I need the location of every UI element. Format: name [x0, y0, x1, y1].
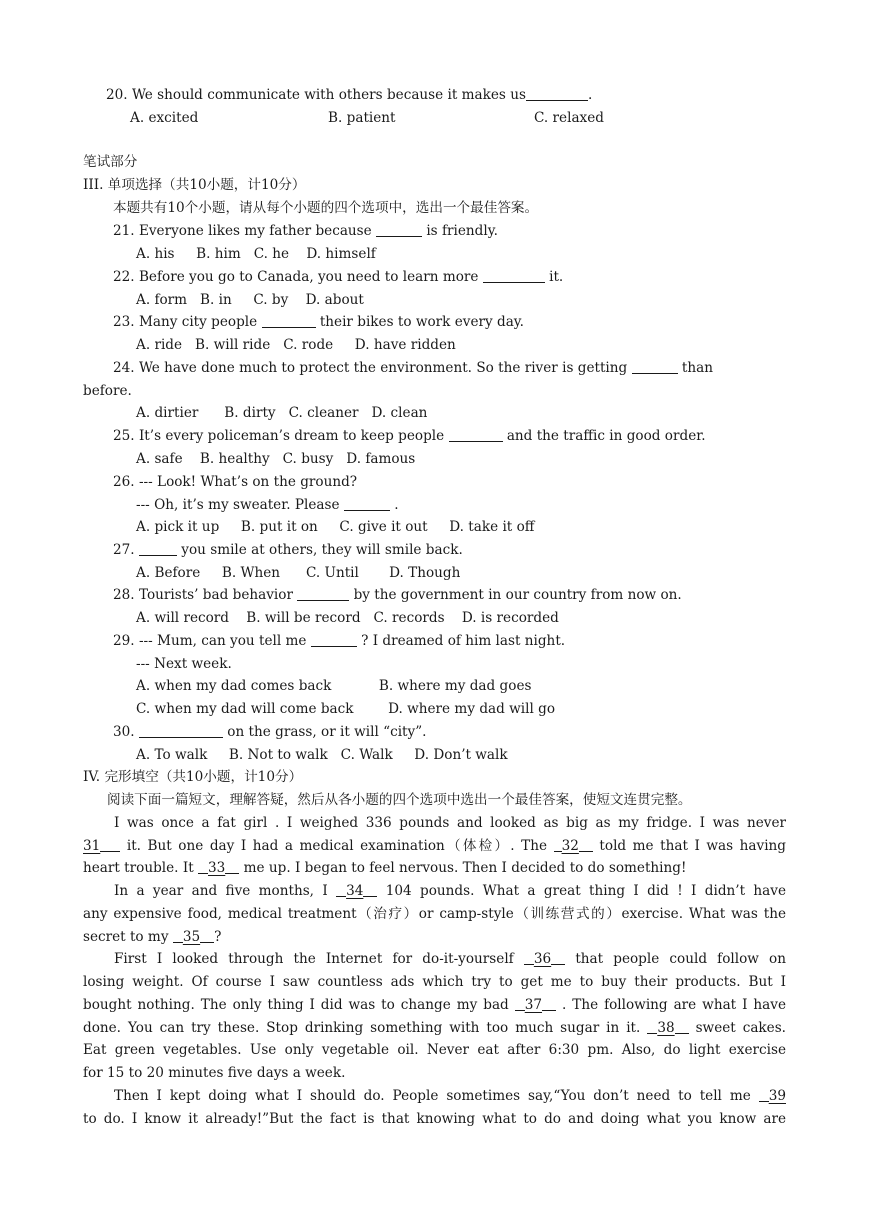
blank-34: 34	[346, 883, 364, 899]
answer-blank	[311, 632, 357, 647]
answer-blank	[551, 950, 565, 965]
question-30-tail: on the grass, or it will “city”.	[222, 724, 427, 740]
passage-text: it. But one day I had a medical examination（体检）. The	[120, 838, 554, 854]
passage-text: that people could follow on	[565, 951, 786, 967]
question-25-tail: and the traffic in good order.	[502, 428, 706, 444]
passage-text: . The following are what I have	[556, 997, 787, 1013]
question-28-tail: by the government in our country from now on.	[349, 587, 682, 603]
passage-text: Then I kept doing what I should do. People sometimes say,“You don’t need to tell me	[114, 1088, 759, 1104]
passage-line-11: Eat green vegetables. Use only vegetable oil. Never eat after 6:30 pm. Also, do light exercise	[83, 1042, 786, 1058]
passage-line-14: to do. I know it already!”But the fact is that knowing what to do and doing what you know are	[83, 1111, 786, 1127]
passage-text: sweet cakes.	[688, 1020, 787, 1036]
answer-blank	[344, 496, 390, 511]
blank-31: 31	[83, 838, 101, 854]
question-29	[113, 632, 565, 650]
question-21-tail: is friendly.	[422, 223, 498, 239]
question-24	[113, 359, 713, 377]
question-27-stem: 27.	[113, 542, 139, 558]
passage-text: told me that I was having	[592, 838, 786, 854]
passage-text: First I looked through the Internet for do-it-yourself	[114, 951, 524, 967]
question-28	[113, 586, 682, 604]
blank-39: 39	[768, 1088, 786, 1104]
question-25-options: A. safe B. healthy C. busy D. famous	[136, 451, 416, 467]
question-23-stem: 23. Many city people	[113, 314, 262, 330]
answer-blank	[542, 996, 556, 1011]
question-20-stem: 20. We should communicate with others because it makes us	[106, 87, 526, 103]
passage-line-1: I was once a fat girl . I weighed 336 pounds and looked as big as my fridge. I was never	[114, 815, 786, 831]
question-20-option-c: C. relaxed	[534, 110, 604, 126]
question-29-options-row-1: A. when my dad comes back B. where my dad goes	[136, 678, 532, 694]
question-26-line-2	[136, 496, 399, 514]
answer-blank	[483, 268, 545, 283]
blank-37: 37	[524, 997, 543, 1013]
passage-line-4	[114, 882, 786, 900]
question-22	[113, 268, 563, 286]
question-24-tail: than	[677, 360, 713, 376]
question-27	[113, 541, 463, 559]
question-25-stem: 25. It’s every policeman’s dream to keep people	[113, 428, 449, 444]
passage-text: me up. I began to feel nervous. Then I decided to do something!	[239, 860, 687, 876]
question-20-tail: .	[587, 87, 593, 103]
question-30-options: A. To walk B. Not to walk C. Walk D. Don’t walk	[136, 747, 508, 763]
answer-blank	[173, 928, 183, 943]
answer-blank	[449, 427, 503, 442]
answer-blank	[363, 882, 377, 897]
answer-blank	[759, 1087, 769, 1102]
passage-line-8: losing weight. Of course I saw countless ads which try to get me to buy their products. But I	[83, 974, 786, 990]
passage-text: ?	[214, 929, 222, 945]
question-29-tail: ? I dreamed of him last night.	[356, 633, 566, 649]
passage-line-9	[83, 996, 786, 1014]
passage-line-13	[114, 1087, 786, 1105]
question-22-stem: 22. Before you go to Canada, you need to learn more	[113, 269, 483, 285]
answer-blank	[200, 928, 214, 943]
question-21	[113, 222, 498, 240]
passage-text: In a year and five months, I	[114, 883, 337, 899]
question-20	[106, 86, 592, 104]
answer-blank	[336, 882, 346, 897]
question-22-tail: it.	[544, 269, 564, 285]
section-4-instruction: 阅读下面一篇短文，理解答疑，然后从各小题的四个选项中选出一个最佳答案，使短文连贯完整。	[107, 792, 692, 808]
question-24-continuation: before.	[83, 383, 132, 399]
question-28-options: A. will record B. will be record C. records D. is recorded	[136, 610, 559, 626]
question-30-stem: 30.	[113, 724, 139, 740]
answer-blank	[225, 859, 239, 874]
passage-text: done. You can try these. Stop drinking something with too much sugar in it.	[83, 1020, 648, 1036]
answer-blank	[262, 313, 316, 328]
question-20-option-b: B. patient	[328, 110, 396, 126]
question-21-stem: 21. Everyone likes my father because	[113, 223, 377, 239]
answer-blank	[139, 541, 177, 556]
answer-blank	[526, 86, 588, 101]
question-24-options: A. dirtier B. dirty C. cleaner D. clean	[136, 405, 428, 421]
passage-line-3	[83, 859, 686, 877]
passage-line-5: any expensive food, medical treatment（治疗）or camp-style（训练营式的）exercise. What was the	[83, 906, 786, 922]
blank-38: 38	[657, 1020, 675, 1036]
section-4-title: IV. 完形填空（共10小题，计10分）	[83, 769, 303, 785]
section-3-instruction: 本题共有10个小题，请从每个小题的四个选项中，选出一个最佳答案。	[113, 200, 539, 216]
answer-blank	[139, 723, 223, 738]
answer-blank	[554, 837, 562, 852]
question-25	[113, 427, 706, 445]
answer-blank	[100, 837, 120, 852]
question-28-stem: 28. Tourists’ bad behavior	[113, 587, 298, 603]
question-24-stem: 24. We have done much to protect the environment. So the river is getting	[113, 360, 632, 376]
question-29-stem: 29. --- Mum, can you tell me	[113, 633, 311, 649]
answer-blank	[524, 950, 534, 965]
question-29-options-row-2: C. when my dad will come back D. where my dad will go	[136, 701, 556, 717]
blank-33: 33	[207, 860, 226, 876]
question-23	[113, 313, 524, 331]
question-26-line-1: 26. --- Look! What’s on the ground?	[113, 474, 358, 490]
answer-blank	[579, 837, 593, 852]
blank-36: 36	[533, 951, 552, 967]
question-21-options: A. his B. him C. he D. himself	[136, 246, 376, 262]
passage-line-6	[83, 928, 221, 946]
answer-blank	[198, 859, 208, 874]
question-30	[113, 723, 426, 741]
blank-32: 32	[561, 838, 579, 854]
answer-blank	[515, 996, 525, 1011]
passage-text: bought nothing. The only thing I did was to change my bad	[83, 997, 515, 1013]
passage-line-2	[83, 837, 786, 855]
written-part-heading: 笔试部分	[83, 154, 138, 170]
question-22-options: A. form B. in C. by D. about	[136, 292, 364, 308]
question-20-option-a: A. excited	[130, 110, 199, 126]
question-23-tail: their bikes to work every day.	[315, 314, 524, 330]
answer-blank	[675, 1019, 689, 1034]
section-3-title: III. 单项选择（共10小题，计10分）	[83, 177, 306, 193]
question-29-answer-line: --- Next week.	[136, 656, 232, 672]
passage-line-12: for 15 to 20 minutes five days a week.	[83, 1065, 346, 1081]
passage-text: secret to my	[83, 929, 173, 945]
passage-text: heart trouble. It	[83, 860, 198, 876]
question-26-tail: .	[389, 497, 399, 513]
answer-blank	[297, 586, 349, 601]
passage-line-7	[114, 950, 786, 968]
blank-35: 35	[182, 929, 201, 945]
passage-line-10	[83, 1019, 786, 1037]
passage-text: 104 pounds. What a great thing I did ! I didn’t have	[377, 883, 786, 899]
answer-blank	[647, 1019, 657, 1034]
question-27-tail: you smile at others, they will smile back.	[176, 542, 463, 558]
question-26-stem: --- Oh, it’s my sweater. Please	[136, 497, 344, 513]
question-26-options: A. pick it up B. put it on C. give it out D. take it off	[136, 519, 535, 535]
question-23-options: A. ride B. will ride C. rode D. have ridden	[136, 337, 456, 353]
answer-blank	[632, 359, 678, 374]
answer-blank	[376, 222, 422, 237]
question-27-options: A. Before B. When C. Until D. Though	[136, 565, 461, 581]
